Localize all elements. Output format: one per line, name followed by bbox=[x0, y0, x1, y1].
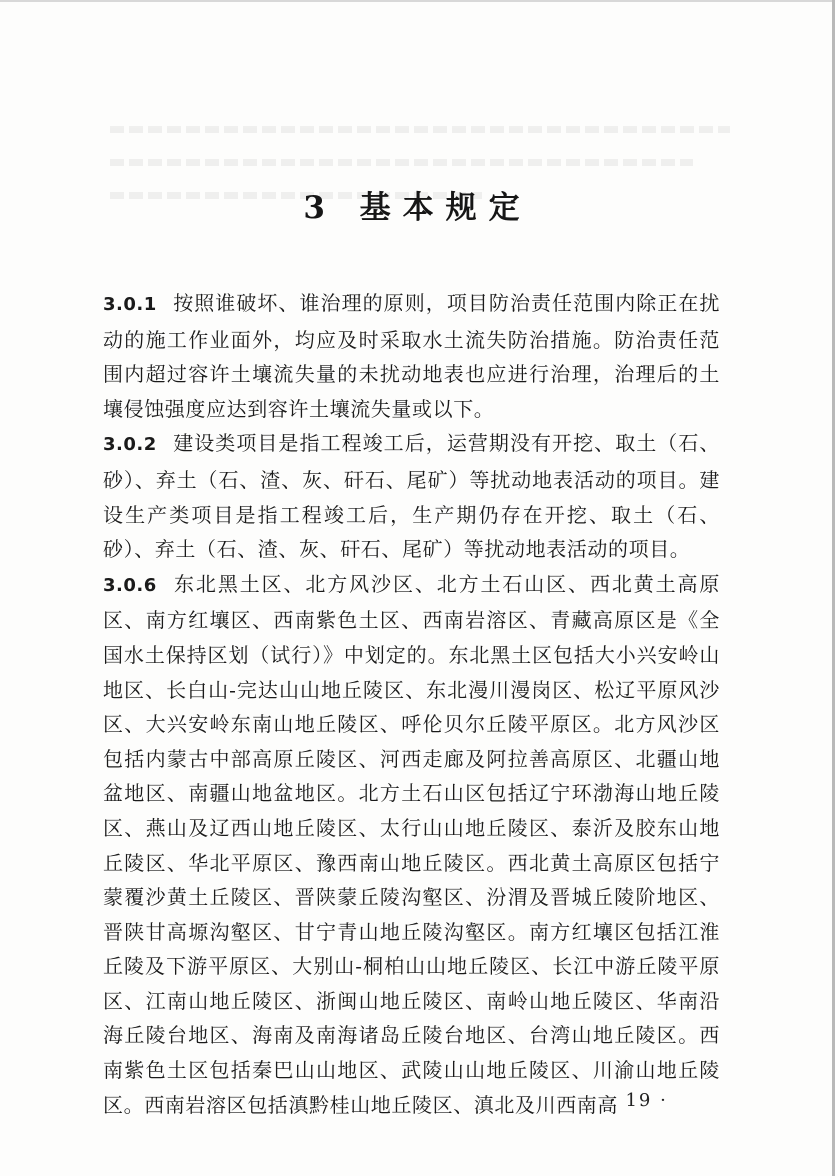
page-number: · 19 · bbox=[610, 1090, 668, 1111]
clause-text: 按照谁破坏、谁治理的原则，项目防治责任范围内除正在扰动的施工作业面外，均应及时采取水土流失防治措施。防治责任范围内超过容许土壤流失量的未扰动地表也应进行治理，治理后的土壤侵蚀强度应达到容许土壤流失量或以下。 bbox=[103, 291, 720, 421]
clause-text: 建设类项目是指工程竣工后，运营期没有开挖、取土（石、砂）、弃土（石、渣、灰、矸石、尾矿）等扰动地表活动的项目。建设生产类项目是指工程竣工后，生产期仍存在开挖、取土（石、砂）、弃土（石、渣、灰、矸石、尾矿）等扰动地表活动的项目。 bbox=[103, 431, 720, 562]
clause-number: 3.0.6 bbox=[103, 574, 157, 596]
clause-number: 3.0.1 bbox=[103, 294, 157, 315]
scan-edge-top bbox=[0, 0, 835, 2]
clause-3-0-2 bbox=[103, 426, 720, 566]
clause-list bbox=[103, 286, 720, 1122]
chapter-title: 3 基本规定 bbox=[303, 190, 532, 226]
clause-3-0-6 bbox=[103, 567, 720, 1123]
clause-number: 3.0.2 bbox=[103, 434, 157, 456]
clause-3-0-1 bbox=[103, 286, 720, 426]
clause-text: 东北黑土区、北方风沙区、北方土石山区、西北黄土高原区、南方红壤区、西南紫色土区、西南岩溶区、青藏高原区是《全国水土保持区划（试行）》中划定的。东北黑土区包括大小兴安岭山地区、长白山-完达山山地丘陵区、东北漫川漫岗区、松辽平原风沙区、大兴安岭东南山地丘陵区、呼伦贝尔丘陵平原区。北方风沙区包括内蒙古中部高原丘陵区、河西走廊及阿拉善高原区、北疆山地盆地区、南疆山地盆地区。北方土石山区包括辽宁环渤海山地丘陵区、燕山及辽西山地丘陵区、太行山山地丘陵区、泰沂及胶东山地丘陵区、华北平原区、豫西南山地丘陵区。西北黄土高原区包括宁蒙覆沙黄土丘陵区、晋陕蒙丘陵沟壑区、汾渭及晋城丘陵阶地区、晋陕甘高塬沟壑区、甘宁青山地丘陵沟壑区。南方红壤区包括江淮丘陵及下游平原区、大别山-桐柏山山地丘陵区、长江中游丘陵平原区、江南山地丘陵区、浙闽山地丘陵区、南岭山地丘陵区、华南沿海丘陵台地区、海南及南海诸岛丘陵台地区、台湾山地丘陵区。西南紫色土区包括秦巴山山地区、武陵山山地丘陵区、川渝山地丘陵区。西南岩溶区包括滇黔桂山地丘陵区、滇北及川西南高 bbox=[103, 571, 720, 1117]
